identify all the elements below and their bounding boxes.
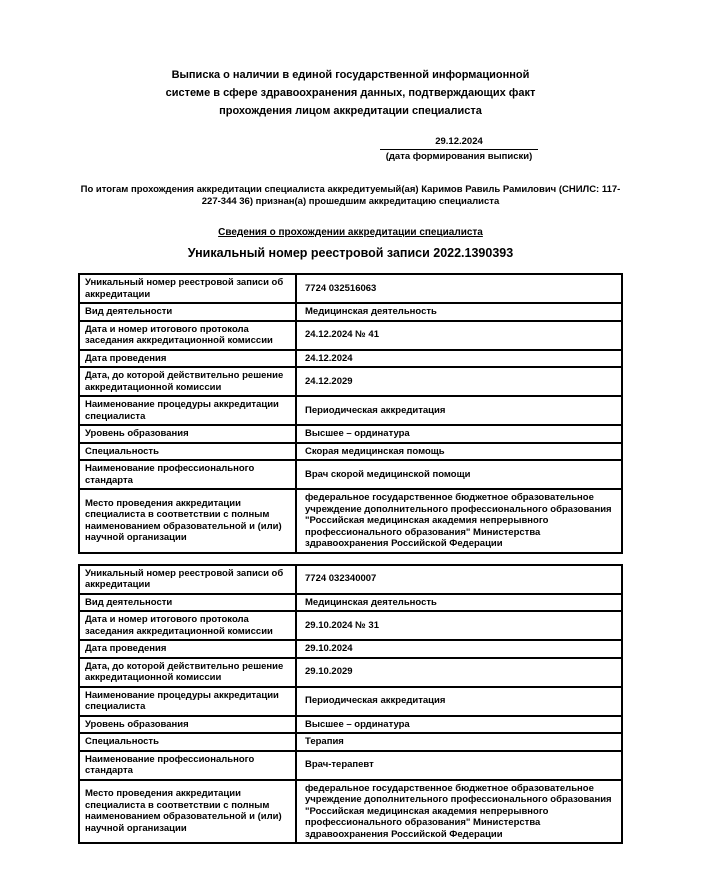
table-row bbox=[79, 350, 622, 368]
table-row bbox=[79, 303, 622, 321]
row-label: Уникальный номер реестровой записи об аккредитации bbox=[79, 274, 296, 303]
extract-date-block bbox=[380, 136, 538, 163]
intro-paragraph: По итогам прохождения аккредитации специалиста аккредитуемый(ая) Каримов Равиль Рамилович (СНИЛС: 117-227-344 36) признан(а) прошедшим аккредитацию специалиста bbox=[80, 184, 621, 207]
row-label: Наименование процедуры аккредитации специалиста bbox=[79, 687, 296, 716]
row-value: Скорая медицинская помощь bbox=[296, 443, 622, 461]
table-row bbox=[79, 658, 622, 687]
accreditation-record-table-1 bbox=[78, 273, 623, 554]
row-value: Высшее – ординатура bbox=[296, 716, 622, 734]
row-label: Дата, до которой действительно решение аккредитационной комиссии bbox=[79, 658, 296, 687]
table-row bbox=[79, 640, 622, 658]
row-label: Дата, до которой действительно решение аккредитационной комиссии bbox=[79, 367, 296, 396]
table-row bbox=[79, 321, 622, 350]
row-label: Место проведения аккредитации специалиста в соответствии с полным наименованием образовательной и (или) научной организации bbox=[79, 489, 296, 553]
table-row bbox=[79, 396, 622, 425]
row-value: 29.10.2024 bbox=[296, 640, 622, 658]
row-label: Дата проведения bbox=[79, 640, 296, 658]
row-value: Медицинская деятельность bbox=[296, 303, 622, 321]
row-label: Наименование процедуры аккредитации специалиста bbox=[79, 396, 296, 425]
table-row bbox=[79, 443, 622, 461]
row-value: Высшее – ординатура bbox=[296, 425, 622, 443]
row-value: федеральное государственное бюджетное образовательное учреждение дополнительного профессионального образования "Российская медицинская академия непрерывного профессионального образования" Министерства здравоохранения Российской Федерации bbox=[296, 780, 622, 844]
row-label: Наименование профессионального стандарта bbox=[79, 751, 296, 780]
row-value: 29.10.2029 bbox=[296, 658, 622, 687]
row-value: 29.10.2024 № 31 bbox=[296, 611, 622, 640]
table-row bbox=[79, 751, 622, 780]
row-label: Дата проведения bbox=[79, 350, 296, 368]
row-label: Уникальный номер реестровой записи об аккредитации bbox=[79, 565, 296, 594]
table-row bbox=[79, 687, 622, 716]
row-label: Наименование профессионального стандарта bbox=[79, 460, 296, 489]
extract-date: 29.12.2024 bbox=[380, 136, 538, 150]
row-value: 24.12.2024 № 41 bbox=[296, 321, 622, 350]
row-value: 7724 032516063 bbox=[296, 274, 622, 303]
row-value: 7724 032340007 bbox=[296, 565, 622, 594]
row-value: Терапия bbox=[296, 733, 622, 751]
row-label: Дата и номер итогового протокола заседания аккредитационной комиссии bbox=[79, 611, 296, 640]
row-value: Врач-терапевт bbox=[296, 751, 622, 780]
document-content bbox=[78, 0, 623, 844]
table-row bbox=[79, 733, 622, 751]
row-label: Место проведения аккредитации специалиста в соответствии с полным наименованием образовательной и (или) научной организации bbox=[79, 780, 296, 844]
row-label: Вид деятельности bbox=[79, 303, 296, 321]
row-value: Периодическая аккредитация bbox=[296, 396, 622, 425]
row-label: Уровень образования bbox=[79, 425, 296, 443]
row-label: Дата и номер итогового протокола заседания аккредитационной комиссии bbox=[79, 321, 296, 350]
row-value: 24.12.2024 bbox=[296, 350, 622, 368]
table-row bbox=[79, 460, 622, 489]
table-row bbox=[79, 594, 622, 612]
row-value: Периодическая аккредитация bbox=[296, 687, 622, 716]
row-value: Врач скорой медицинской помощи bbox=[296, 460, 622, 489]
section-heading: Сведения о прохождении аккредитации специалиста bbox=[218, 227, 483, 238]
row-label: Уровень образования bbox=[79, 716, 296, 734]
row-label: Специальность bbox=[79, 443, 296, 461]
row-value: 24.12.2029 bbox=[296, 367, 622, 396]
table-row bbox=[79, 274, 622, 303]
registry-number-heading: Уникальный номер реестровой записи 2022.1390393 bbox=[187, 246, 514, 260]
document-title: Выписка о наличии в единой государственной информационной системе в сфере здравоохранения данных, подтверждающих факт прохождения лицом аккредитации специалиста bbox=[165, 69, 536, 117]
table-row bbox=[79, 565, 622, 594]
table-row bbox=[79, 716, 622, 734]
extract-date-caption: (дата формирования выписки) bbox=[385, 151, 533, 162]
table-row bbox=[79, 425, 622, 443]
row-value: федеральное государственное бюджетное образовательное учреждение дополнительного профессионального образования "Российская медицинская академия непрерывного профессионального образования" Министерства здравоохранения Российской Федерации bbox=[296, 489, 622, 553]
row-value: Медицинская деятельность bbox=[296, 594, 622, 612]
table-row bbox=[79, 367, 622, 396]
table-row bbox=[79, 780, 622, 844]
accreditation-record-table-2 bbox=[78, 564, 623, 845]
table-row bbox=[79, 489, 622, 553]
row-label: Вид деятельности bbox=[79, 594, 296, 612]
table-row bbox=[79, 611, 622, 640]
row-label: Специальность bbox=[79, 733, 296, 751]
